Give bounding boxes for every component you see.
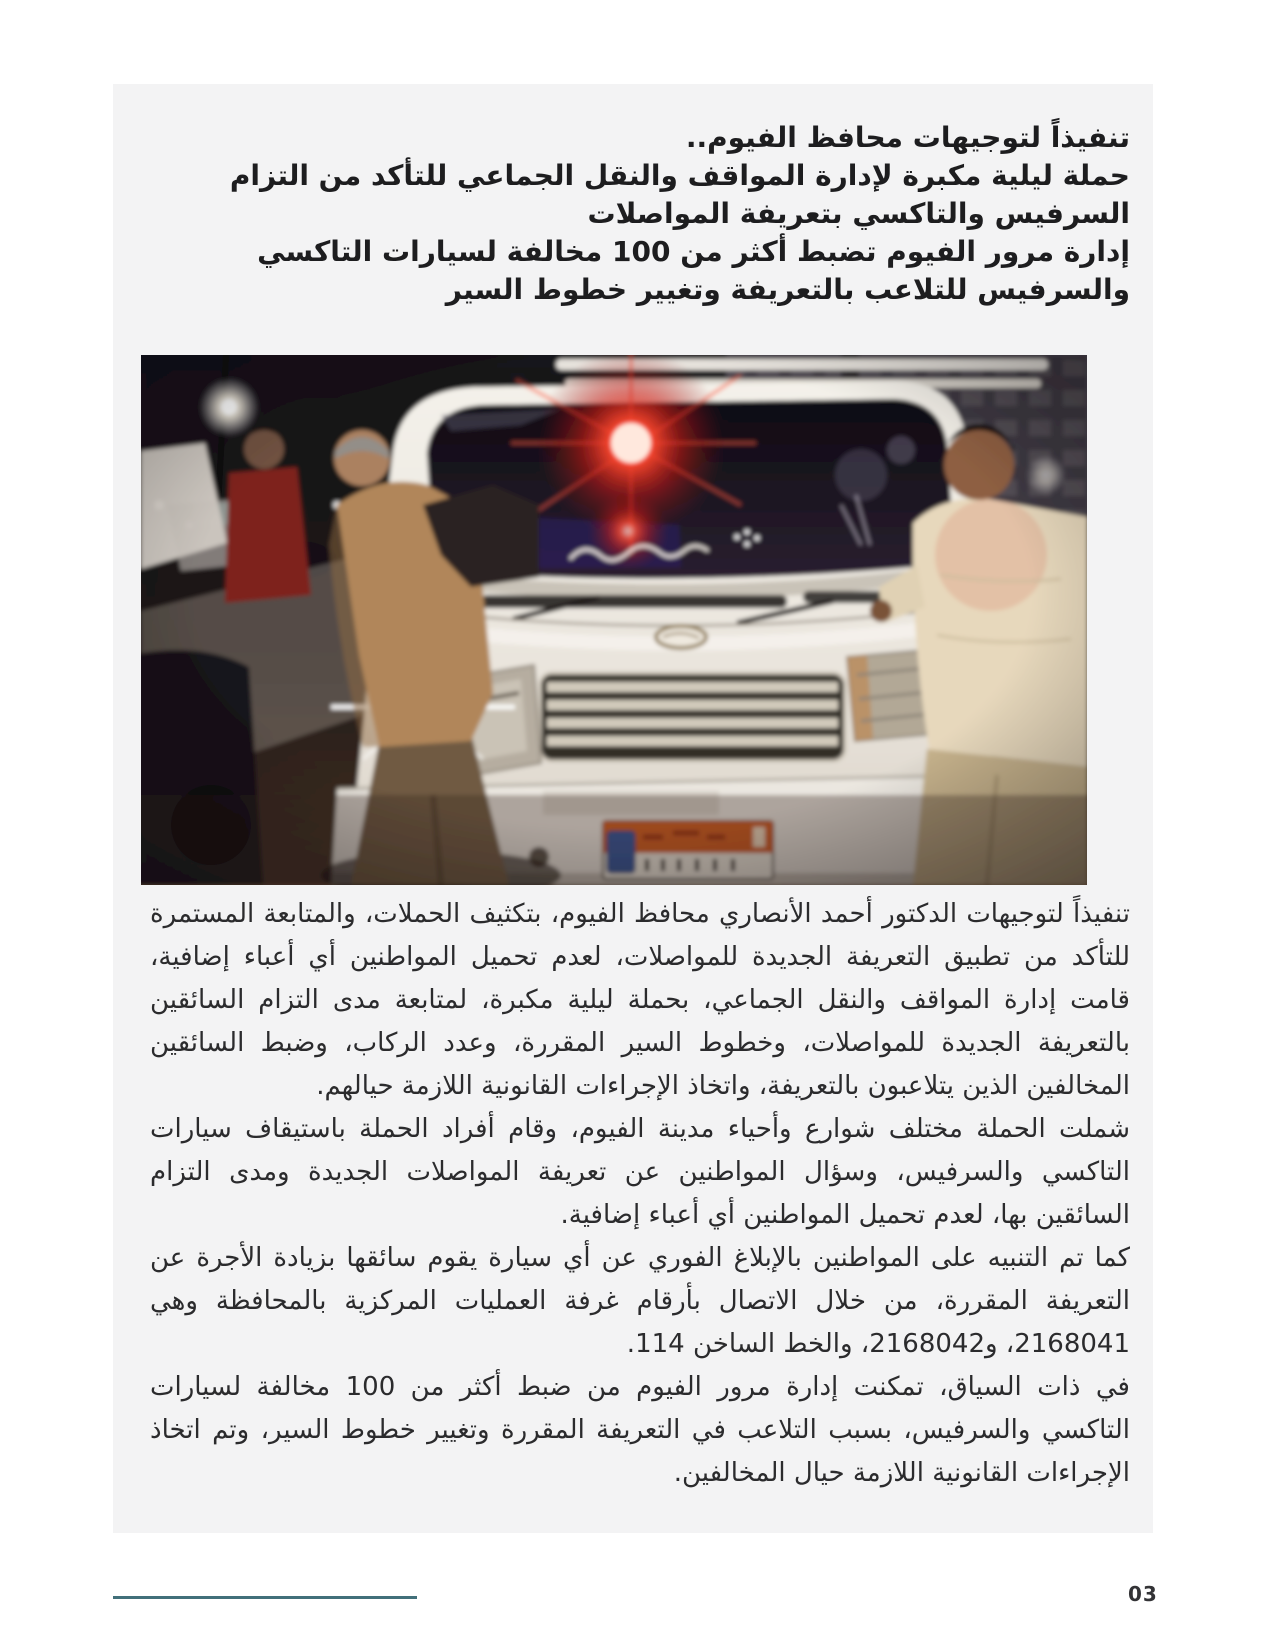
photo-scene-group bbox=[141, 355, 1087, 885]
headline-line-4: إدارة مرور الفيوم تضبط أكثر من 100 مخالفة لسيارات التاكسي bbox=[257, 235, 1130, 268]
headline-line-5: والسرفيس للتلاعب بالتعريفة وتغيير خطوط السير bbox=[445, 273, 1130, 306]
headline-line-1: تنفيذاً لتوجيهات محافظ الفيوم.. bbox=[685, 121, 1130, 154]
headline-line-3: السرفيس والتاكسي بتعريفة المواصلات bbox=[587, 197, 1130, 230]
vignette bbox=[141, 355, 1087, 885]
page-number: 03 bbox=[1128, 1582, 1158, 1606]
footer-accent-line bbox=[113, 1596, 417, 1599]
body-paragraph-1: تنفيذاً لتوجيهات الدكتور أحمد الأنصاري محافظ الفيوم، بتكثيف الحملات، والمتابعة المستمرة للتأكد من تطبيق التعريفة الجديدة للمواصلات، لعدم تحميل المواطنين أي أعباء إضافية، قامت إدارة المواقف والنقل الجماعي، بحملة ليلية مكبرة، لمتابعة مدى التزام السائقين بالتعريفة الجديدة للمواصلات، وخطوط السير المقررة، وعدد الركاب، وضبط السائقين المخالفين الذين يتلاعبون بالتعريفة، واتخاذ الإجراءات القانونية اللازمة حيالهم. bbox=[150, 899, 1130, 1101]
night-traffic-stop-scene bbox=[141, 355, 1087, 885]
article-body bbox=[150, 893, 1130, 1495]
article-headline bbox=[150, 119, 1130, 309]
article-photo bbox=[141, 355, 1087, 885]
body-paragraph-2: شملت الحملة مختلف شوارع وأحياء مدينة الفيوم، وقام أفراد الحملة باستيقاف سيارات التاكسي والسرفيس، وسؤال المواطنين عن تعريفة المواصلات الجديدة ومدى التزام السائقين بها، لعدم تحميل المواطنين أي أعباء إضافية. bbox=[150, 1114, 1130, 1230]
headline-line-2: حملة ليلية مكبرة لإدارة المواقف والنقل الجماعي للتأكد من التزام bbox=[229, 159, 1130, 192]
body-paragraph-3: كما تم التنبيه على المواطنين بالإبلاغ الفوري عن أي سيارة يقوم سائقها بزيادة الأجرة عن التعريفة المقررة، من خلال الاتصال بأرقام غرفة العمليات المركزية بالمحافظة وهي 2168041، و2168042، والخط الساخن 114. bbox=[150, 1243, 1130, 1359]
body-paragraph-4: في ذات السياق، تمكنت إدارة مرور الفيوم من ضبط أكثر من 100 مخالفة لسيارات التاكسي والسرفيس، بسبب التلاعب في التعريفة المقررة وتغيير خطوط السير، وتم اتخاذ الإجراءات القانونية اللازمة حيال المخالفين. bbox=[150, 1372, 1130, 1488]
